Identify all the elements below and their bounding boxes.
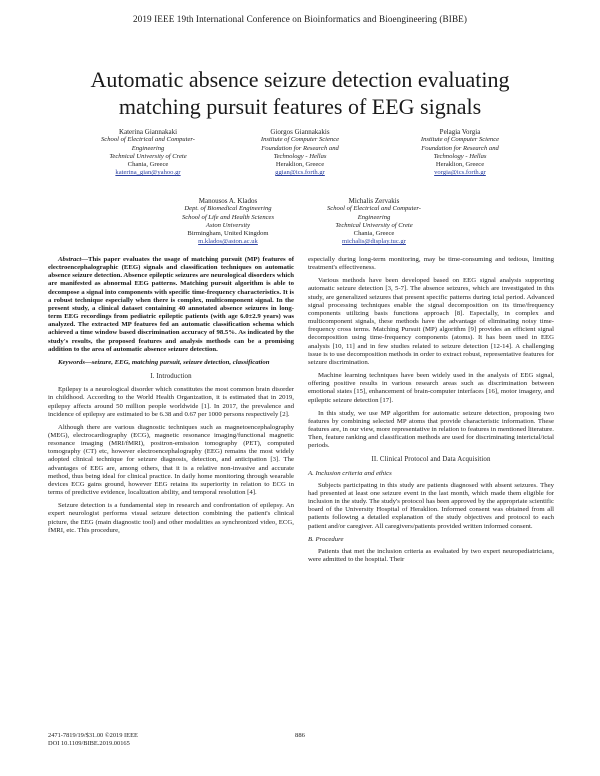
conference-header: 2019 IEEE 19th International Conference on Bioinformatics and Bioengineering (BIBE) <box>132 14 468 24</box>
author-affiliation: Foundation for Research and <box>421 144 499 152</box>
author-city: Chania, Greece <box>127 161 169 169</box>
author-block <box>392 128 528 178</box>
author-email-link[interactable]: ggian@ics.forth.gr <box>275 169 325 177</box>
footer-doi: DOI 10.1109/BIBE.2019.00165 <box>48 739 130 747</box>
author-email-link[interactable]: m.klados@aston.ac.uk <box>198 238 258 246</box>
paragraph: In this study, we use MP algorithm for automatic seizure detection, proposing two features by combining selected MP atoms that provide characteristic information. These features are, in our view, more representative in relation to features in mentioned literature. Then, feature ranking and classification methods are used for discriminating interictal/ictal periods. <box>308 409 554 450</box>
paragraph: Although there are various diagnostic techniques such as magnetoencephalography (MEG), electrocardiography (ECG), magnetic resonance imaging/functional magnetic resonance imaging (MRI/fMRI), positron-emission tomography (PET), computed tomography (CT) etc, however electroencephalography (EEG) remains the most widely adopted clinical technique for seizure diagnosis, detection, and anticipation [3]. The advantages of EEG are, among others, that it is a relative non-invasive and accurate method, thus being ideal for clinical practice. In daily home monitoring through wearable devices ECG gains ground, however EEG retains its superiority in relation to ECG in terms of predictive evidence, localization ability, and temporal resolution [4]. <box>48 423 294 497</box>
title-line-2: matching pursuit features of EEG signals <box>118 94 482 119</box>
keywords <box>48 359 294 367</box>
author-email-link[interactable]: michalis@display.tuc.gr <box>342 238 406 246</box>
author-block <box>78 128 218 178</box>
author-affiliation: School of Electrical and Computer- <box>101 136 195 144</box>
author-affiliation: Engineering <box>357 213 391 221</box>
author-block <box>232 128 368 178</box>
author-affiliation: Technical University of Crete <box>335 221 413 229</box>
author-block <box>158 197 298 247</box>
subsection-heading-procedure: B. Procedure <box>308 535 344 543</box>
title-line-1: Automatic absence seizure detection evaluating <box>90 67 510 92</box>
right-column <box>308 256 554 569</box>
paragraph: especially during long-term monitoring, may be time-consuming and tedious, limiting treatment's effectiveness. <box>308 256 554 272</box>
footer-issn: 2471-7819/19/$31.00 ©2019 IEEE <box>48 732 138 739</box>
page-number: 886 <box>295 732 305 739</box>
author-affiliation: Aston University <box>205 221 251 229</box>
author-email-link[interactable]: katerina_gian@yahoo.gr <box>115 169 181 177</box>
paragraph: Seizure detection is a fundamental step in research and confrontation of epilepsy. An expert neurologist performs visual seizure detection combining the patient's clinical picture, the EEG (main diagnostic tool) and other modalities as synchronized video, ECG, fMRI, etc. This procedure, <box>48 502 294 534</box>
abstract-label: Abstract <box>58 256 82 263</box>
section-heading-clinical-protocol: II. Clinical Protocol and Data Acquisition <box>371 456 491 464</box>
abstract <box>48 256 294 354</box>
author-affiliation: Technology - Hellas <box>273 152 327 160</box>
author-affiliation: Institute of Computer Science <box>420 136 500 144</box>
paragraph: Machine learning techniques have been widely used in the analysis of EEG signal, offering positive results in various research areas such as discrimination between emotional states [15], enhancement of brain-computer interfaces [16], motor imagery, and epileptic seizure detection [17]. <box>308 372 554 404</box>
paper-title <box>40 66 560 120</box>
subsection-heading-inclusion: A. Inclusion criteria and ethics <box>308 469 392 477</box>
abstract-text: —This paper evaluates the usage of matching pursuit (MP) features of electroencephalographic (EEG) signals and classification techniques on automatic absence seizure detection. Absence epileptic seizures are neurological disorders which are manifested as abnormal EEG patterns. Matching pursuit algorithm is able to decompose a signal into components with specific time-frequency characteristics. It is a robust technique especially when there is complex, multicomponent signal. In the present study, a clinical dataset containing 40 annotated absence seizures in long-term EEG recordings from pediatric epileptic patients (with age 6.0±2.9 years) was analyzed. The extracted MP features fed an automatic classification schema which achieved a time window based discrimination accuracy of 98.5%. As indicated by the study's results, the proposed features and analysis methods can be a promising addition to the area of automatic absence seizure detection. <box>48 256 294 353</box>
author-affiliation: Engineering <box>131 144 165 152</box>
keywords-label: Keywords <box>58 358 85 366</box>
paragraph: Patients that met the inclusion criteria as evaluated by two expert neuropediatricians, were admitted to the hospital. Their <box>308 547 554 563</box>
paragraph: Various methods have been developed based on EEG signal analysis supporting automatic seizure detection [3, 5-7]. The absence seizures, which are investigated in this study, are generalized seizures that present specific patterns during ictal period. Advanced signal processing techniques enable the signal decomposition on its time/frequency components utilizing basis functions approach [8]. Especially, in complex and multicomponent signals, these methods have the advantage of eliminating noisy time-frequency cross terms. Matching Pursuit (MP) algorithm [9] provides an efficient signal decomposition using time-frequency components (atoms). It has been used in EEG analysis [10, 11] and in few studies related to seizure detection [12-14]. A challenging issue is to use decomposition methods in order to extract robust, representative features for seizure discrimination. <box>308 277 554 366</box>
paragraph: Epilepsy is a neurological disorder which constitutes the most common brain disorder in childhood. According to the World Health Organization, it is estimated that in 2019, epilepsy affects around 50 million people worldwide [1]. In 2017, the prevalence and incidence of epilepsy are estimated to be 6.38 and 0.67 per 1000 persons respectively [2]. <box>48 386 294 418</box>
author-city: Chania, Greece <box>353 230 395 238</box>
author-name: Michalis Zervakis <box>348 197 400 205</box>
author-name: Manousos A. Klados <box>198 197 258 205</box>
author-name: Katerina Giannakaki <box>118 128 178 136</box>
author-name: Pelagia Vorgia <box>439 128 481 136</box>
author-affiliation: Technical University of Crete <box>109 152 187 160</box>
section-heading-introduction: I. Introduction <box>150 373 192 381</box>
author-name: Giorgos Giannakakis <box>270 128 330 136</box>
author-city: Heraklion, Greece <box>275 161 325 169</box>
keywords-text: —seizure, EEG, matching pursuit, seizure detection, classification <box>85 358 270 366</box>
author-block <box>304 197 444 247</box>
author-affiliation: School of Life and Health Sciences <box>181 213 275 221</box>
author-city: Birmingham, United Kingdom <box>187 230 269 238</box>
left-column <box>48 256 294 540</box>
author-email-link[interactable]: vorgia@ics.forth.gr <box>434 169 486 177</box>
author-affiliation: Dept. of Biomedical Engineering <box>184 205 272 213</box>
author-affiliation: Institute of Computer Science <box>260 136 340 144</box>
author-affiliation: Technology - Hellas <box>433 152 487 160</box>
author-city: Heraklion, Greece <box>435 161 485 169</box>
author-affiliation: School of Electrical and Computer- <box>327 205 421 213</box>
paragraph: Subjects participating in this study are patients diagnosed with absent seizures. They had presented at least one seizure event in the last month, which made them eligible for inclusion in the study. The study's protocol has been approved by the appropriate scientific board of the University Hospital of Heraklion. Informed consent was obtained from all patients following a detailed explanation of the study objectives and protocol to each patient and/or caregiver. All caregivers/patients provided written informed consent. <box>308 481 554 530</box>
author-affiliation: Foundation for Research and <box>261 144 339 152</box>
